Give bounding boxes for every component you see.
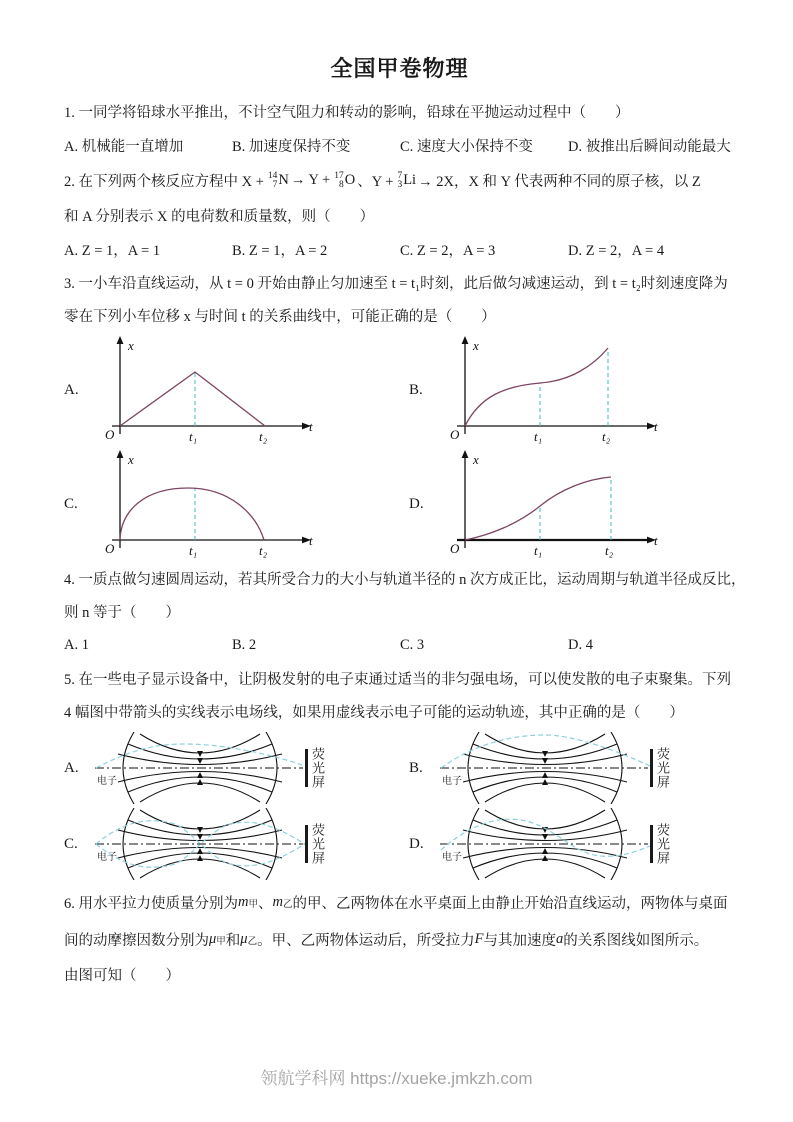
screen-bar	[650, 825, 653, 863]
field-arrow-icon	[197, 855, 203, 861]
q2-seg3: 、Y +	[357, 174, 394, 190]
field-line	[485, 810, 605, 829]
q6-seg-3: 间的动摩擦因数分别为	[64, 933, 209, 949]
field-diagram-a	[90, 732, 305, 804]
nuclide-o17-numbers	[334, 172, 344, 189]
q1-options	[64, 128, 735, 162]
electron-source-label: 电子	[97, 852, 117, 863]
t1-tick-label: t₁	[189, 429, 198, 444]
field-line	[140, 859, 260, 878]
field-arrow-icon	[197, 751, 203, 757]
y-axis-label: x	[128, 452, 134, 467]
screen-label: 荧光屏	[655, 823, 670, 865]
screen-label: 荧光屏	[655, 747, 670, 789]
origin-label: O	[450, 427, 460, 442]
force-symbol: F	[474, 931, 484, 947]
origin-label: O	[450, 541, 460, 556]
q6-text-line1	[64, 884, 735, 921]
q4-option-d: D. 4	[568, 636, 593, 653]
charge-number: 8	[338, 179, 344, 190]
y-axis-label: x	[128, 338, 134, 353]
q5-diagram-d-label: D.	[409, 835, 424, 852]
q5-diagrams-row2	[64, 808, 735, 880]
field-line	[140, 734, 260, 753]
q1-text: 1. 一同学将铅球水平推出，不计空气阻力和转动的影响，铅球在平抛运动过程中（ ）	[64, 105, 630, 121]
q3-graphs-row2	[64, 448, 735, 560]
q4-options	[64, 628, 735, 662]
screen-bar	[650, 749, 653, 787]
q5-diagram-b	[409, 732, 754, 804]
mu-symbol-jia: μ	[209, 931, 217, 947]
q1-option-a: A. 机械能一直增加	[64, 138, 184, 155]
q2-seg4: → 2X，X 和 Y 代表两种不同的原子核，以 Z	[418, 174, 701, 190]
y-axis-label: x	[473, 338, 479, 353]
q1-option-b: B. 加速度保持不变	[232, 138, 351, 155]
x-axis-label: t	[654, 533, 658, 548]
mass-sub-yi: 乙	[282, 899, 293, 910]
element-symbol: O	[344, 172, 356, 188]
q5-text-line2: 4 幅图中带箭头的实线表示电场线，如果用虚线表示电子可能的运动轨迹，其中正确的是（ ）	[64, 705, 684, 721]
field-arrow-icon	[542, 855, 548, 861]
q6-seg-4: 和	[225, 933, 241, 949]
watermark-footer: 领航学科网 https://xueke.jmkzh.com	[260, 1069, 533, 1088]
origin-label: O	[105, 541, 115, 556]
q2-text-line2: 和 A 分别表示 X 的电荷数和质量数，则（ ）	[64, 209, 375, 225]
t1-tick-label: t₁	[534, 543, 543, 558]
field-arrow-icon	[542, 834, 548, 840]
q3-graph-c	[64, 448, 409, 560]
mass-number: 14	[267, 171, 278, 181]
mu-sub-yi: 乙	[247, 936, 258, 947]
q6-seg-2: 的甲、乙两物体在水平桌面上由静止开始沿直线运动，两物体与桌面	[292, 896, 728, 912]
nuclide-o17	[332, 172, 355, 189]
nuclide-li7-numbers	[397, 172, 402, 189]
screen-label: 荧光屏	[310, 747, 325, 789]
t1-tick-label: t₁	[189, 543, 198, 558]
field-arrow-icon	[542, 848, 548, 854]
field-arrow-icon	[197, 779, 203, 785]
mass-symbol-jia: m	[238, 894, 249, 910]
t2-tick-label: t₂	[605, 543, 614, 558]
t1-tick-label: t₁	[534, 429, 543, 444]
q3-graph-b-label: B.	[409, 381, 423, 398]
field-arrow-icon	[542, 751, 548, 757]
x-axis-label: t	[309, 419, 313, 434]
q5-diagram-a	[64, 732, 409, 804]
q6-seg-7: 的关系图线如图所示。	[563, 933, 709, 949]
curve-d	[465, 477, 611, 540]
field-line	[140, 783, 260, 802]
q3-graph-d-label: D.	[409, 495, 424, 512]
field-arrow-icon	[197, 834, 203, 840]
field-line	[485, 734, 605, 753]
element-symbol: N	[278, 172, 289, 188]
q2-text-line1	[64, 162, 735, 199]
mass-symbol-yi: m	[272, 894, 283, 910]
q1-option-d: D. 被推出后瞬间动能最大	[568, 138, 731, 155]
nuclide-n14	[266, 172, 289, 189]
nuclide-li7	[395, 172, 416, 189]
nuclide-n14-numbers	[268, 172, 278, 189]
q6-text-line2	[64, 921, 735, 958]
q4-option-c: C. 3	[400, 636, 425, 653]
page-title: 全国甲卷物理	[330, 56, 469, 81]
q5-diagram-c-label: C.	[64, 835, 78, 852]
element-symbol: Li	[403, 172, 417, 188]
q5-text-line1: 5. 在一些电子显示设备中，让阴极发射的电子束通过适当的非匀强电场，可以使发散的电子束聚集。下列	[64, 672, 731, 688]
y-axis-arrow-icon	[462, 450, 469, 458]
q3-graph-a	[64, 334, 409, 446]
curve-b	[465, 348, 608, 426]
acceleration-symbol: a	[555, 931, 564, 947]
curve-a	[120, 372, 265, 426]
screen-label: 荧光屏	[310, 823, 325, 865]
q6-sep: 、	[258, 896, 273, 912]
q4-text-line2: 则 n 等于（ ）	[64, 605, 180, 621]
t2-tick-label: t₂	[602, 429, 611, 444]
q6-seg-1: 6. 用水平拉力使质量分别为	[64, 896, 238, 912]
curve-c	[120, 488, 264, 540]
q1-option-c: C. 速度大小保持不变	[400, 138, 533, 155]
field-arrow-icon	[542, 772, 548, 778]
electron-source-label: 电子	[442, 852, 462, 863]
q2-option-b: B. Z = 1，A = 2	[232, 242, 328, 259]
y-axis-arrow-icon	[117, 336, 124, 344]
y-axis-arrow-icon	[462, 336, 469, 344]
q3-graphs-row1	[64, 334, 735, 446]
field-line	[485, 859, 605, 878]
field-arrow-icon	[542, 779, 548, 785]
electron-source-label: 电子	[97, 776, 117, 787]
field-line	[485, 783, 605, 802]
mu-symbol-yi: μ	[240, 931, 248, 947]
field-arrow-icon	[197, 827, 203, 833]
field-line	[140, 810, 260, 829]
field-diagram-b	[435, 732, 650, 804]
origin-label: O	[105, 427, 115, 442]
q2-seg2: → Y +	[290, 172, 331, 188]
q5-diagram-a-label: A.	[64, 759, 79, 776]
q5-diagrams-row1	[64, 732, 735, 804]
x-axis-label: t	[309, 533, 313, 548]
electron-source-label: 电子	[442, 776, 462, 787]
y-axis-label: x	[473, 452, 479, 467]
t2-tick-label: t₂	[259, 543, 268, 558]
field-diagram-c	[90, 808, 305, 880]
q4-option-a: A. 1	[64, 636, 89, 653]
q3-text-line2: 零在下列小车位移 x 与时间 t 的关系曲线中，可能正确的是（ ）	[64, 309, 496, 325]
y-axis-arrow-icon	[117, 450, 124, 458]
q6-seg-6: 与其加速度	[483, 933, 556, 949]
q3-graph-b	[409, 334, 665, 446]
field-arrow-icon	[197, 772, 203, 778]
q5-diagram-d	[409, 808, 754, 880]
q2-option-d: D. Z = 2，A = 4	[568, 242, 665, 259]
t2-tick-label: t₂	[259, 429, 268, 444]
x-axis-label: t	[654, 419, 658, 434]
q2-option-a: A. Z = 1，A = 1	[64, 242, 161, 259]
xt-graph-c	[90, 448, 320, 560]
q3-graph-a-label: A.	[64, 381, 79, 398]
field-arrow-icon	[197, 848, 203, 854]
screen-bar	[305, 749, 308, 787]
field-arrow-icon	[197, 758, 203, 764]
mass-number: 7	[397, 171, 403, 181]
charge-number: 3	[397, 179, 403, 190]
mass-number: 17	[334, 171, 344, 181]
q3-graph-c-label: C.	[64, 495, 78, 512]
q6-seg-5: 。甲、乙两物体运动后，所受拉力	[257, 933, 475, 949]
xt-graph-a	[90, 334, 320, 446]
q6-text-line3: 由图可知（ ）	[64, 968, 180, 984]
xt-graph-b	[435, 334, 665, 446]
screen-bar	[305, 825, 308, 863]
q3-graph-d	[409, 448, 665, 560]
field-diagram-d	[435, 808, 650, 880]
q2-seg1: 2. 在下列两个核反应方程中 X +	[64, 174, 264, 190]
charge-number: 7	[272, 179, 278, 190]
q4-option-b: B. 2	[232, 636, 257, 653]
q4-text-line1: 4. 一质点做匀速圆周运动，若其所受合力的大小与轨道半径的 n 次方成正比，运动周期与轨道半径成反比，	[64, 572, 746, 588]
q2-option-c: C. Z = 2，A = 3	[400, 242, 496, 259]
q3-text-line1: 3. 一小车沿直线运动，从 t = 0 开始由静止匀加速至 t = t₁时刻，此后做匀减速运动，到 t = t₂时刻速度降为	[64, 276, 728, 292]
mass-sub-jia: 甲	[248, 899, 258, 910]
q2-options	[64, 232, 735, 266]
mu-sub-jia: 甲	[216, 936, 226, 947]
field-arrow-icon	[542, 758, 548, 764]
xt-graph-d	[435, 448, 665, 560]
q5-diagram-b-label: B.	[409, 759, 423, 776]
q5-diagram-c	[64, 808, 409, 880]
